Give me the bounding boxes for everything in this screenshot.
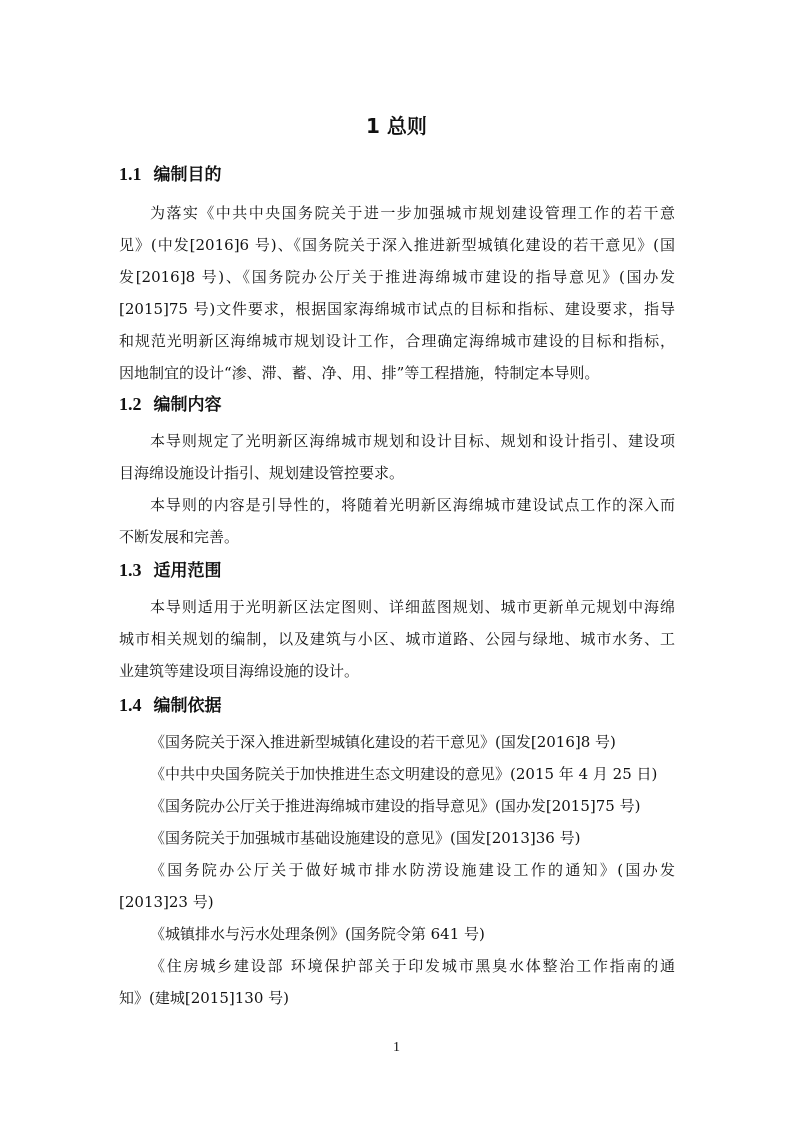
paragraph-line: [2015]75 号)文件要求，根据国家海绵城市试点的目标和指标、建设要求，指导	[119, 300, 675, 318]
section-heading-1-3	[119, 558, 222, 583]
section-heading-1-4	[119, 693, 222, 718]
section-number: 1.4	[119, 695, 142, 715]
paragraph-line: 不断发展和完善。	[119, 528, 240, 546]
section-number: 1.2	[119, 394, 142, 414]
section-1-3-body	[119, 591, 675, 687]
section-title: 适用范围	[153, 561, 222, 581]
reference-item: 《国务院关于加强城市基础设施建设的意见》(国发[2013]36 号)	[150, 829, 581, 847]
paragraph-line: 本导则规定了光明新区海绵城市规划和设计目标、规划和设计指引、建设项	[150, 432, 675, 450]
reference-item: 《城镇排水与污水处理条例》(国务院令第 641 号)	[150, 925, 485, 943]
paragraph-line: 业建筑等建设项目海绵设施的设计。	[119, 662, 360, 680]
section-title: 编制依据	[153, 696, 222, 716]
chapter-title: 1 总则	[366, 114, 427, 138]
reference-item: 《国务院关于深入推进新型城镇化建设的若干意见》(国发[2016]8 号)	[150, 733, 616, 751]
section-title: 编制目的	[153, 165, 222, 185]
section-heading-1-1	[119, 162, 222, 187]
page-number: 1	[393, 1040, 400, 1055]
paragraph-line: 目海绵设施设计指引、规划建设管控要求。	[119, 464, 405, 482]
section-1-1-body	[119, 197, 675, 389]
section-number: 1.3	[119, 560, 142, 580]
paragraph-line: 发[2016]8 号)、《国务院办公厅关于推进海绵城市建设的指导意见》(国办发	[119, 268, 675, 286]
paragraph-line: 本导则适用于光明新区法定图则、详细蓝图规划、城市更新单元规划中海绵	[150, 598, 675, 616]
section-1-2-body	[119, 425, 675, 553]
section-number: 1.1	[119, 164, 142, 184]
reference-item-continued: 知》(建城[2015]130 号)	[119, 989, 289, 1007]
reference-item-continued: [2013]23 号)	[119, 893, 214, 911]
paragraph-line: 本导则的内容是引导性的，将随着光明新区海绵城市建设试点工作的深入而	[150, 496, 675, 514]
section-heading-1-2	[119, 392, 222, 417]
reference-item: 《中共中央国务院关于加快推进生态文明建设的意见》(2015 年 4 月 25 日)	[150, 765, 658, 783]
paragraph-line: 和规范光明新区海绵城市规划设计工作，合理确定海绵城市建设的目标和指标，	[119, 332, 675, 350]
paragraph-line: 为落实《中共中央国务院关于进一步加强城市规划建设管理工作的若干意	[150, 204, 675, 222]
paragraph-line: 城市相关规划的编制，以及建筑与小区、城市道路、公园与绿地、城市水务、工	[119, 630, 675, 648]
paragraph-line: 见》(中发[2016]6 号)、《国务院关于深入推进新型城镇化建设的若干意见》(国	[119, 236, 675, 254]
section-title: 编制内容	[153, 395, 222, 415]
section-1-4-body	[119, 726, 675, 1014]
paragraph-line: 因地制宜的设计“渗、滞、蓄、净、用、排”等工程措施，特制定本导则。	[119, 364, 600, 382]
reference-item: 《国务院办公厅关于推进海绵城市建设的指导意见》(国办发[2015]75 号)	[150, 797, 641, 815]
reference-item: 《国务院办公厅关于做好城市排水防涝设施建设工作的通知》(国办发	[150, 861, 675, 879]
reference-item: 《住房城乡建设部 环境保护部关于印发城市黑臭水体整治工作指南的通	[150, 957, 675, 975]
